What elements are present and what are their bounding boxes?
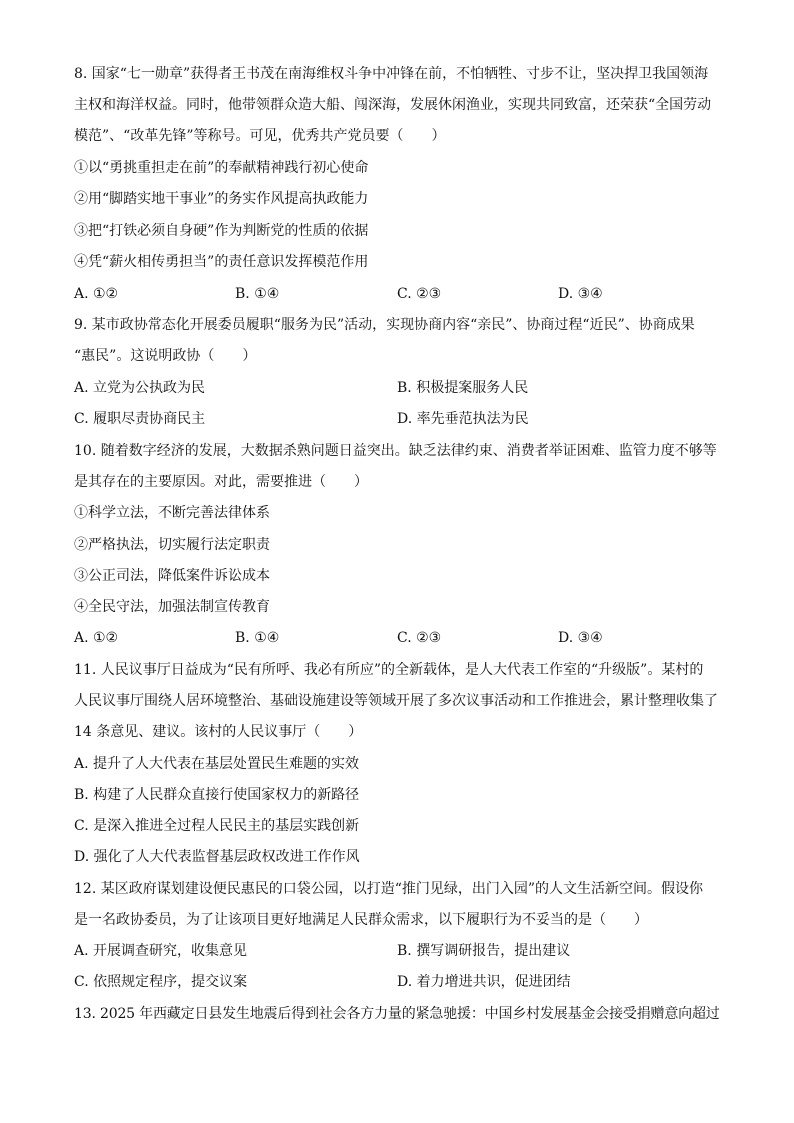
question-stem-line: 主权和海洋权益。同时，他带领群众造大船、闯深海，发展休闲渔业，实现共同致富，还荣获“全国劳动 [74, 97, 712, 113]
option-d[interactable]: D. ③④ [558, 630, 603, 646]
option-c[interactable]: C. ②③ [397, 286, 442, 302]
question-stem-line: 是一名政协委员，为了让该项目更好地满足人民群众需求，以下履职行为不妥当的是（ ） [74, 912, 648, 928]
option-c[interactable]: C. 履职尽责协商民主 [74, 411, 206, 427]
option-c[interactable]: C. 是深入推进全过程人民民主的基层实践创新 [74, 818, 360, 834]
option-b[interactable]: B. 撰写调研报告，提出建议 [397, 943, 571, 959]
question-stem-line: 12. 某区政府谋划建设便民惠民的口袋公园，以打造“推门见绿，出门入园”的人文生活新空间。假设你 [74, 881, 704, 897]
question-stem-line: 人民议事厅围绕人居环境整治、基础设施建设等领域开展了多次议事活动和工作推进会，累计整理收集了 [74, 693, 718, 709]
question-stem-line: “惠民”。这说明政协（ ） [74, 348, 257, 364]
statement-item: ②用“脚踏实地干事业”的务实作风提高执政能力 [74, 191, 369, 207]
option-b[interactable]: B. ①④ [235, 286, 280, 302]
option-c[interactable]: C. 依照规定程序，提交议案 [74, 974, 248, 990]
question-stem-line: 8. 国家“七一勋章”获得者王书茂在南海维权斗争中冲锋在前，不怕牺牲、寸步不让，坚决捍卫我国领海 [74, 66, 709, 82]
option-d[interactable]: D. 率先垂范执法为民 [397, 411, 529, 427]
option-a[interactable]: A. 立党为公执政为民 [74, 380, 206, 396]
question-stem-line: 是其存在的主要原因。对此，需要推进（ ） [74, 474, 368, 490]
option-b[interactable]: B. ①④ [235, 630, 280, 646]
option-a[interactable]: A. 提升了人大代表在基层处置民生难题的实效 [74, 756, 360, 772]
question-stem-line: 9. 某市政协常态化开展委员履职“服务为民”活动，实现协商内容“亲民”、协商过程“近民”、协商成果 [74, 317, 695, 333]
statement-item: ③把“打铁必须自身硬”作为判断党的性质的依据 [74, 223, 369, 239]
option-b[interactable]: B. 积极提案服务人民 [397, 380, 529, 396]
statement-item: ②严格执法，切实履行法定职责 [74, 537, 270, 553]
question-stem-line: 13. 2025 年西藏定日县发生地震后得到社会各方力量的紧急驰援：中国乡村发展基金会接受捐赠意向超过 [74, 1006, 720, 1022]
statement-item: ③公正司法，降低案件诉讼成本 [74, 568, 270, 584]
option-d[interactable]: D. 着力增进共识，促进团结 [397, 974, 571, 990]
option-d[interactable]: D. ③④ [558, 286, 603, 302]
question-stem-line: 模范”、“改革先锋”等称号。可见，优秀共产党员要（ ） [74, 128, 446, 144]
question-stem-line: 11. 人民议事厅日益成为“民有所呼、我必有所应”的全新载体，是人大代表工作室的“升级版”。某村的 [74, 662, 704, 678]
option-d[interactable]: D. 强化了人大代表监督基层政权改进工作作风 [74, 849, 360, 865]
statement-item: ④全民守法，加强法制宣传教育 [74, 599, 270, 615]
question-stem-line: 14 条意见、建议。该村的人民议事厅（ ） [74, 724, 363, 740]
option-a[interactable]: A. ①② [74, 630, 119, 646]
statement-item: ①科学立法，不断完善法律体系 [74, 505, 270, 521]
option-c[interactable]: C. ②③ [397, 630, 442, 646]
question-stem-line: 10. 随着数字经济的发展，大数据杀熟问题日益突出。缺乏法律约束、消费者举证困难、监管力度不够等 [74, 443, 717, 459]
option-a[interactable]: A. 开展调查研究，收集意见 [74, 943, 248, 959]
option-a[interactable]: A. ①② [74, 286, 119, 302]
statement-item: ④凭“薪火相传勇担当”的责任意识发挥模范作用 [74, 254, 369, 270]
statement-item: ①以“勇挑重担走在前”的奉献精神践行初心使命 [74, 160, 369, 176]
option-b[interactable]: B. 构建了人民群众直接行使国家权力的新路径 [74, 787, 360, 803]
